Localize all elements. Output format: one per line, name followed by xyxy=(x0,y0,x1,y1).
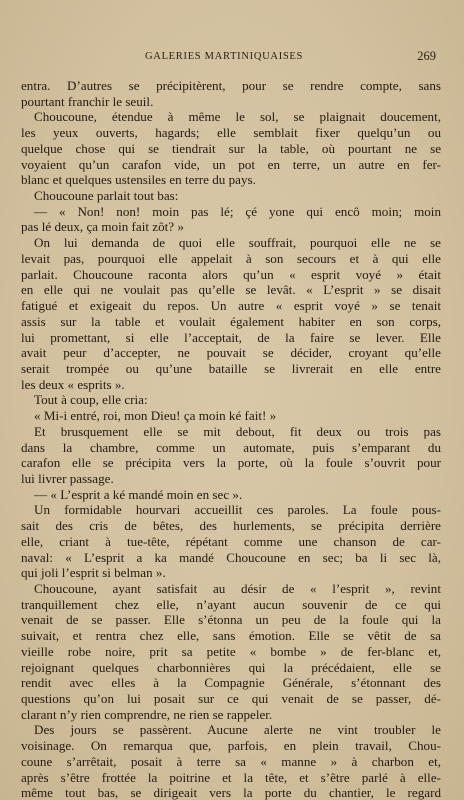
text-line: pas lé deux, ça moin fait zôt? » xyxy=(21,219,184,235)
text-line: entra. D’autres se précipitèrent, pour se rendre compte, sans xyxy=(21,78,441,93)
text-line: dans la chambre, comme un automate, puis s’emparant du xyxy=(21,439,441,455)
text-line: — « L’esprit a ké mandé moin en sec ». xyxy=(34,486,243,502)
text-line: pourtant franchir le seuil. xyxy=(21,93,154,109)
text-line: lui promettant, si elle l’acceptait, de la faire se lever. Elle xyxy=(21,329,441,345)
text-line: levait pas, pourquoi elle appelait à son secours et à qui elle xyxy=(21,250,441,266)
text-line: en elle qui ne voulait pas qu’elle se levât. « L’esprit » se disait xyxy=(21,282,441,298)
running-head: GALERIES MARTINIQUAISES xyxy=(145,51,304,62)
text-line: clarant n’y rien comprendre, ne rien se rappeler. xyxy=(21,706,273,722)
text-line: tranquillement chez elle, n’ayant aucun souvenir de ce qui xyxy=(21,596,441,612)
text-line: assis sur la table et voulait également habiter en son corps, xyxy=(21,313,441,329)
text-line: Et brusquement elle se mit debout, fit deux ou trois pas xyxy=(34,423,441,439)
text-line: rendit avec elles à la Compagnie Générale, s’étonnant des xyxy=(21,675,441,691)
text-line: On lui demanda de quoi elle souffrait, pourquoi elle ne se xyxy=(34,235,441,251)
text-line: naval: « L’esprit a ka mandé Choucoune en sec; ba li sec là, xyxy=(21,549,441,565)
text-line: Choucoune parlait tout bas: xyxy=(34,188,179,204)
page-header xyxy=(20,49,440,65)
text-line: les deux « esprits ». xyxy=(21,376,125,392)
text-line: rejoignant quelques charbonnières qui la précédaient, elle se xyxy=(21,659,441,675)
text-line: quelque chose qui se tiendrait sur la table, où pourtant ne se xyxy=(21,140,441,156)
text-line: suivait, et rentra chez elle, sans émotion. Elle se vêtit de sa xyxy=(21,628,441,644)
text-line: Choucoune, étendue à même le sol, se plaignait doucement, xyxy=(34,109,441,125)
text-line: après s’être frottée la poitrine et la tête, et s’être parlé à elle- xyxy=(21,769,441,785)
text-line: qui joli l’esprit si belman ». xyxy=(21,565,166,581)
text-line: Tout à coup, elle cria: xyxy=(34,392,148,408)
text-line: carafon elle se précipita vers la porte, où la foule s’ouvrit pour xyxy=(21,455,441,471)
text-line: même tout bas, se dirigeait vers la porte du chantier, le regard xyxy=(21,785,441,800)
text-line: fatigué et exigeait du repos. Un autre « esprit voyé » se tenait xyxy=(21,298,441,314)
text-line: sait des cris de bêtes, des hurlements, se précipita derrière xyxy=(21,518,441,534)
text-line: les yeux ouverts, hagards; elle semblait fixer quelqu’un ou xyxy=(21,125,441,141)
body-text xyxy=(21,78,441,800)
text-line: blanc et quelques ustensiles en terre du pays. xyxy=(21,172,256,188)
text-line: voisinage. On remarqua que, parfois, en plein travail, Chou- xyxy=(21,738,441,754)
text-line: questions qu’on lui posait sur ce qui venait de se passer, dé- xyxy=(21,691,441,707)
text-line: lui livrer passage. xyxy=(21,470,114,486)
text-line: Un formidable hourvari accueillit ces paroles. La foule pous- xyxy=(34,502,441,518)
text-line: serait trompée ou qu’une bataille se livrerait en elle entre xyxy=(21,360,441,376)
text-line: « Mi-i entré, roi, mon Dieu! ça moin ké fait! » xyxy=(34,408,277,424)
page-number: 269 xyxy=(417,49,436,63)
text-line: elle, criant à tue-tête, répétant comme une chanson de car- xyxy=(21,533,441,549)
text-line: voyaient qu’un carafon vide, un pot en terre, un autre en fer- xyxy=(21,156,441,172)
text-line: vieille robe noire, prit sa petite « bombe » de fer-blanc et, xyxy=(21,643,441,659)
text-line: parlait. Choucoune raconta alors qu’un « esprit voyé » était xyxy=(21,266,441,282)
text-line: Choucoune, ayant satisfait au désir de « l’esprit », revint xyxy=(34,581,441,596)
text-line: avait peur d’accepter, ne pouvait se décider, croyant qu’elle xyxy=(21,345,441,361)
text-line: venait de se passer. Elle s’étonna un peu de la foule qui la xyxy=(21,612,441,628)
text-line: — « Non! non! moin pas lé; çé yone qui encô moin; moin xyxy=(34,203,441,219)
text-line: coune s’arrêtait, posait à terre sa « manne » à charbon et, xyxy=(21,753,441,769)
text-line: Des jours se passèrent. Aucune alerte ne vint troubler le xyxy=(34,722,441,738)
